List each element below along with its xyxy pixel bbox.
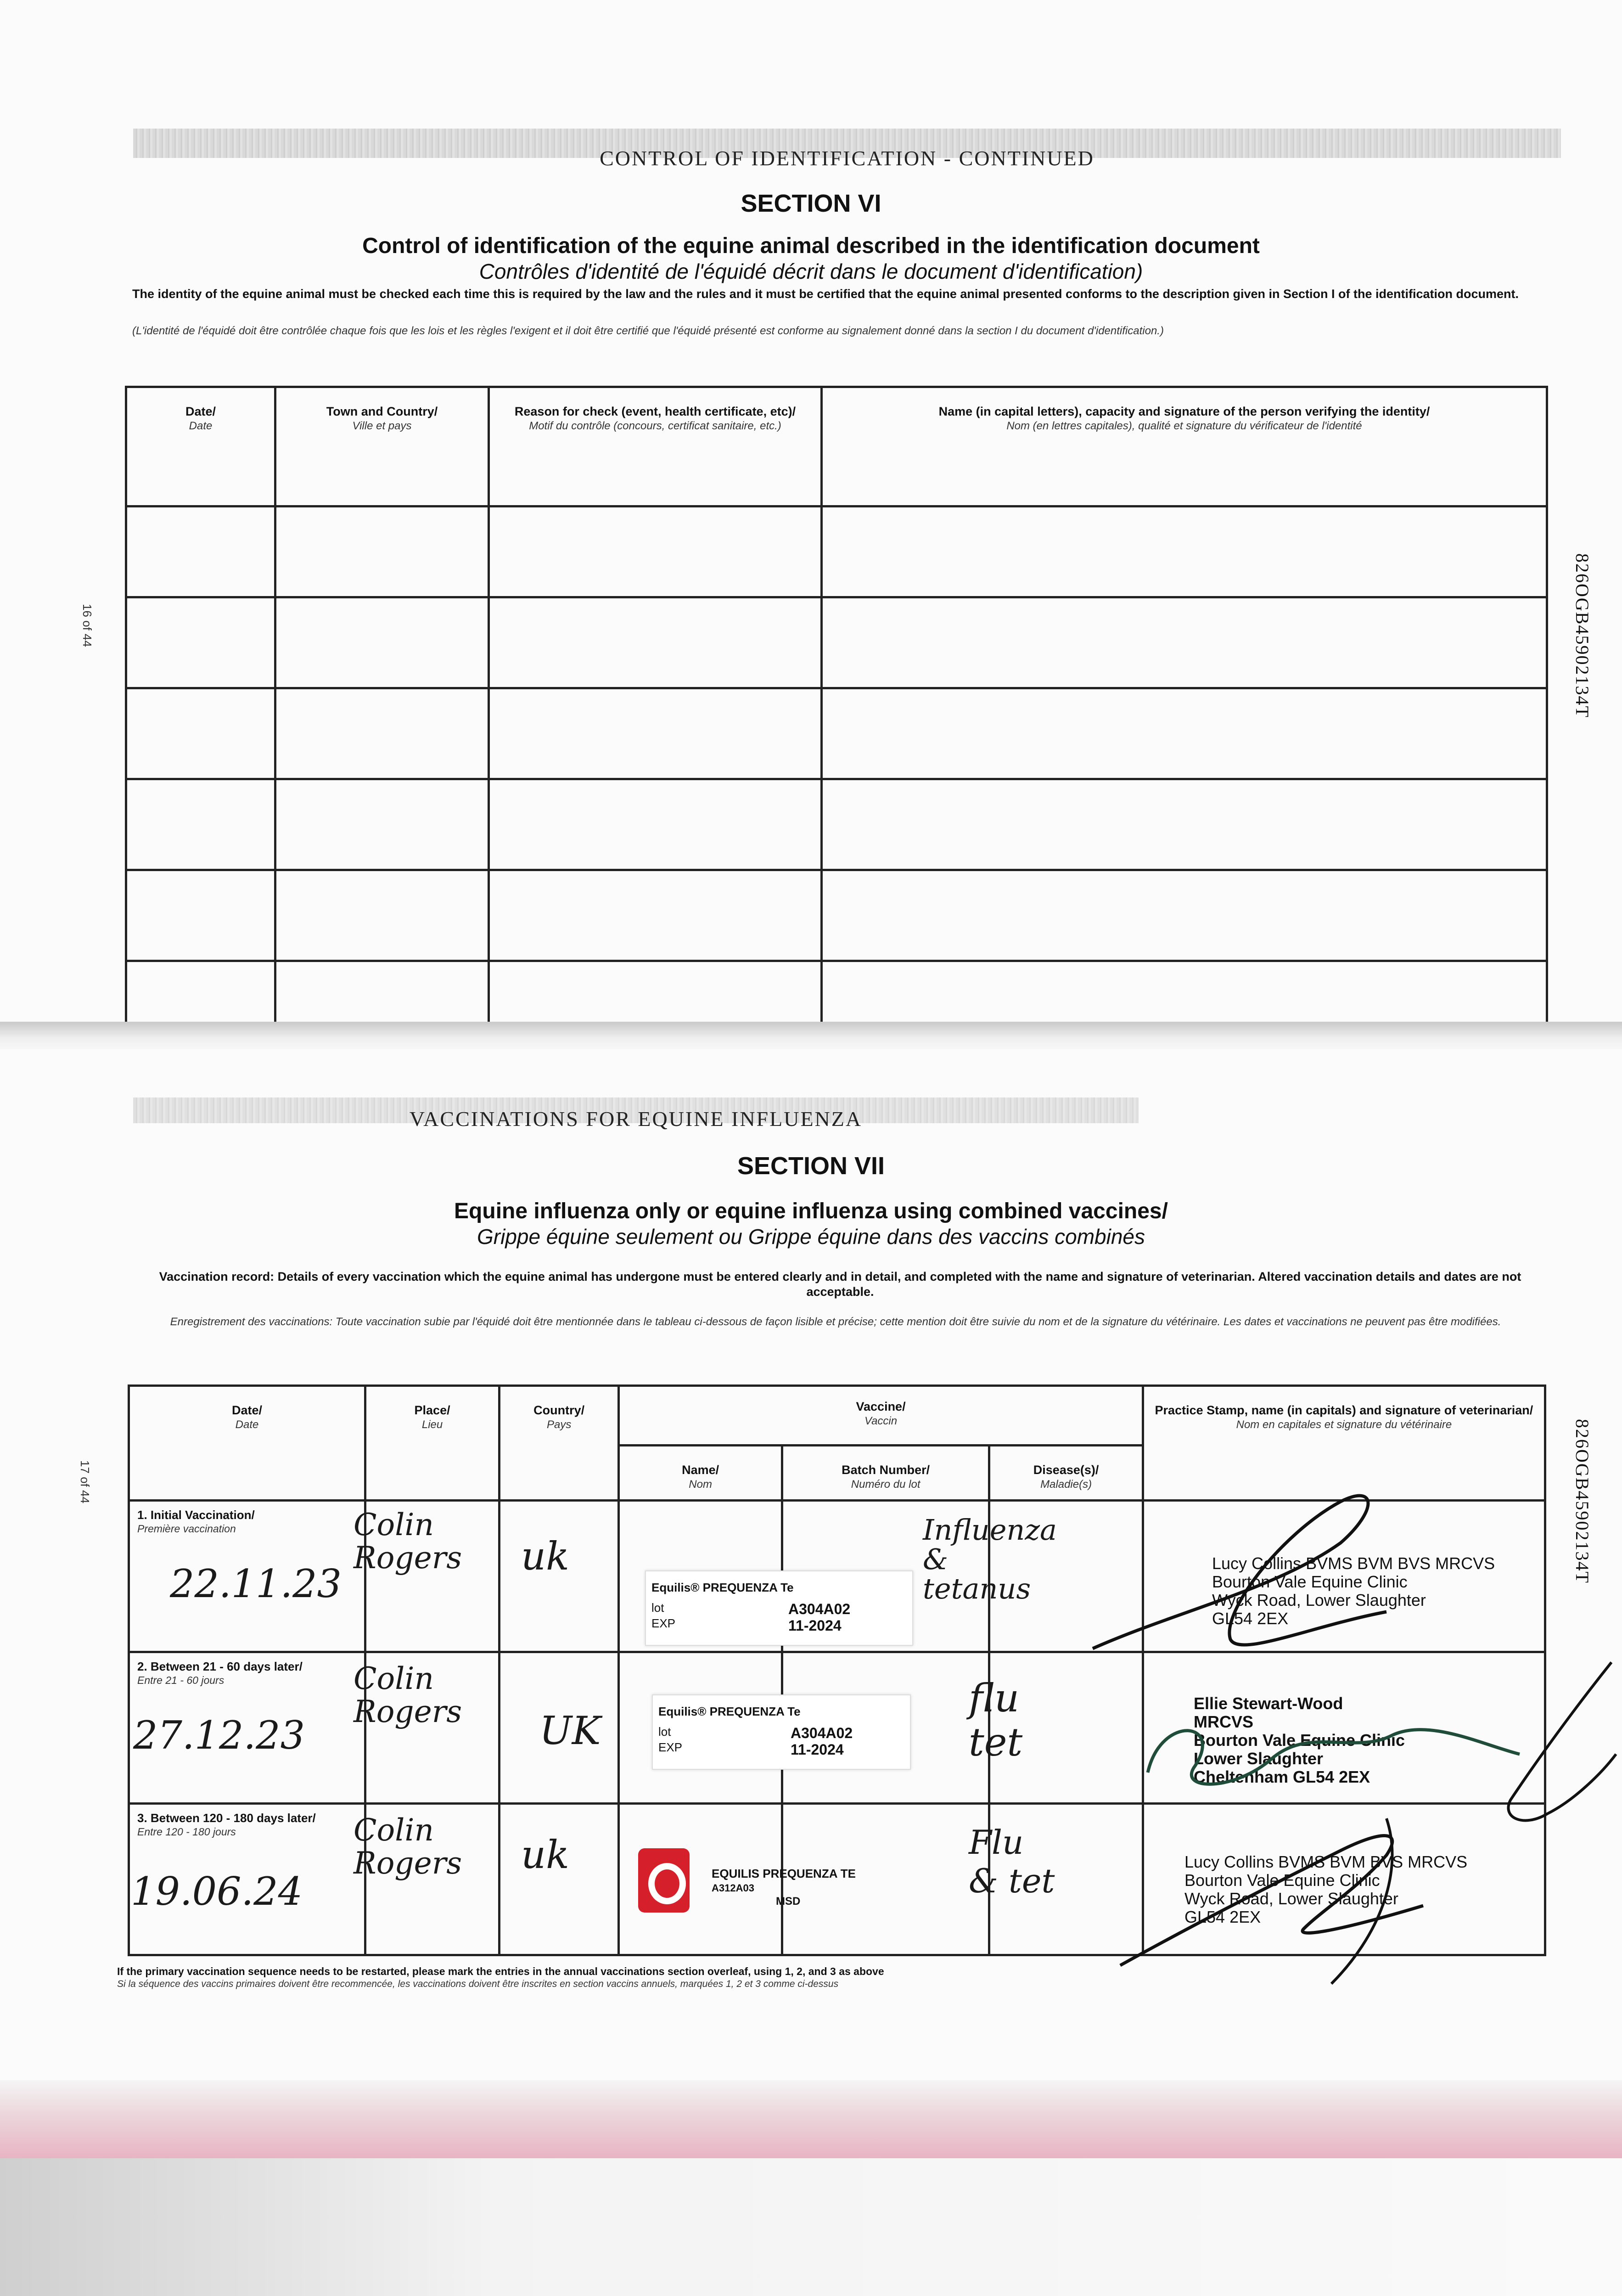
page-fold bbox=[0, 1022, 1622, 1049]
q-logo-icon bbox=[638, 1848, 690, 1913]
cell[interactable] bbox=[275, 688, 489, 779]
col-date-header: Date/ Date bbox=[129, 1386, 365, 1501]
exp-label: EXP bbox=[658, 1740, 683, 1754]
cell[interactable] bbox=[489, 688, 822, 779]
expiry-date: 11-2024 bbox=[791, 1741, 844, 1758]
identity-checks-table bbox=[125, 386, 1548, 1049]
cell[interactable] bbox=[275, 597, 489, 688]
col-place-header: Place/ Lieu bbox=[365, 1386, 500, 1501]
section6-heading-fr: Contrôles d'identité de l'équidé décrit dans le document d'identification) bbox=[479, 259, 1143, 283]
row-label: 3. Between 120 - 180 days later/ Entre 120 - 180 jours bbox=[129, 1804, 365, 1955]
row1-place: Colin Rogers bbox=[354, 1507, 462, 1576]
section7-page-number: 17 of 44 bbox=[78, 1460, 92, 1503]
row3-vet-stamp: Lucy Collins BVMS BVM BVS MRCVS Bourton Vale Equine Clinic Wyck Road, Lower Slaughter GL54 2EX bbox=[1184, 1852, 1468, 1926]
cell[interactable] bbox=[822, 870, 1547, 961]
cell[interactable] bbox=[275, 779, 489, 870]
pink-cover-edge bbox=[0, 2080, 1622, 2158]
col-town-header: Town and Country/ Ville et pays bbox=[275, 387, 489, 506]
msd-brand: MSD bbox=[776, 1895, 801, 1908]
section6-side-code: 826OGB45902134T bbox=[1572, 553, 1593, 718]
section7-intro-en: Vaccination record: Details of every vaccination which the equine animal has undergone must be entered clearly and in detail, and completed with the name and signature of veterinarian. Altered vaccination details and dates are not acceptable. bbox=[159, 1270, 1521, 1299]
col-vaccine-header: Vaccine/ Vaccin bbox=[619, 1386, 1143, 1446]
cell[interactable] bbox=[126, 506, 275, 597]
section7-title: SECTION VII bbox=[737, 1152, 885, 1180]
table-row bbox=[126, 506, 1547, 597]
row2-date: 27.12.23 bbox=[133, 1713, 305, 1758]
section7-heading-fr: Grippe équine seulement ou Grippe équine dans des vaccins combinés bbox=[477, 1225, 1145, 1249]
scan-shadow bbox=[0, 2158, 1622, 2296]
row1-disease: Influenza & tetanus bbox=[923, 1513, 1057, 1605]
cell[interactable] bbox=[500, 1804, 619, 1955]
row3-vaccine-sticker bbox=[638, 1844, 904, 1922]
cell[interactable] bbox=[822, 597, 1547, 688]
batch-number: A304A02 bbox=[791, 1725, 853, 1741]
row3-disease: Flu & tet bbox=[969, 1823, 1055, 1900]
section6-band-title: CONTROL OF IDENTIFICATION - CONTINUED bbox=[600, 146, 1094, 170]
row3-signature bbox=[1102, 1800, 1543, 1993]
col-country-header: Country/ Pays bbox=[500, 1386, 619, 1501]
cell[interactable] bbox=[489, 870, 822, 961]
batch-number: A312A03 bbox=[712, 1882, 754, 1894]
cell[interactable] bbox=[275, 506, 489, 597]
row2-country: UK bbox=[539, 1708, 601, 1753]
table-header-row bbox=[126, 387, 1547, 506]
row2-vet-stamp: Ellie Stewart-Wood MRCVS Bourton Vale Equine Clinic Lower Slaughter Cheltenham GL54 2EX bbox=[1194, 1694, 1405, 1786]
row-label: 1. Initial Vaccination/ Première vaccination bbox=[129, 1501, 365, 1652]
table-row bbox=[126, 688, 1547, 779]
table-header-row bbox=[129, 1386, 1545, 1446]
col-date-header: Date/ Date bbox=[126, 387, 275, 506]
cell[interactable] bbox=[126, 870, 275, 961]
section7-footnote-fr: Si la séquence des vaccins primaires doivent être recommencée, les vaccinations doivent être inscrites en section vaccins annuels, marquées 1, 2 et 3 comme ci-dessus bbox=[117, 1979, 839, 1989]
row3-country: uk bbox=[521, 1832, 569, 1877]
cell[interactable] bbox=[822, 779, 1547, 870]
exp-label: EXP bbox=[651, 1616, 676, 1630]
section6-intro-en: The identity of the equine animal must be checked each time this is required by the law and the rules and it must be certified that the equine animal presented conforms to the description given in Section I of the identification document. bbox=[132, 287, 1519, 301]
table-row bbox=[126, 870, 1547, 961]
table-row bbox=[126, 597, 1547, 688]
row3-place: Colin Rogers bbox=[354, 1812, 462, 1881]
row2-place: Colin Rogers bbox=[354, 1661, 462, 1729]
col-disease-header: Disease(s)/ Maladie(s) bbox=[989, 1446, 1143, 1501]
col-batch-header: Batch Number/ Numéro du lot bbox=[782, 1446, 989, 1501]
col-verifier-header: Name (in capital letters), capacity and signature of the person verifying the identity/ Nom (en lettres capitales), qualité et signature du vérificateur de l'identité bbox=[822, 387, 1547, 506]
section6-page-number: 16 of 44 bbox=[80, 604, 94, 647]
lot-label: lot bbox=[651, 1601, 664, 1615]
section6-intro-fr: (L'identité de l'équidé doit être contrôlée chaque fois que les lois et les règles l'exigent et il doit être certifié que l'équidé présenté est conforme au signalement donné dans la section I du document d'identification.) bbox=[132, 325, 1164, 337]
col-reason-header: Reason for check (event, health certificate, etc)/ Motif du contrôle (concours, certificat sanitaire, etc.) bbox=[489, 387, 822, 506]
batch-number: A304A02 bbox=[788, 1601, 851, 1617]
section7-footnote-en: If the primary vaccination sequence needs to be restarted, please mark the entries in the annual vaccinations section overleaf, using 1, 2, and 3 as above bbox=[117, 1965, 884, 1977]
section7-intro-fr: Enregistrement des vaccinations: Toute vaccination subie par l'équidé doit être mentionnée dans le tableau ci-dessous de façon lisible et précise; cette mention doit être suivie du nom et de la signature du vétérinaire. Les dates et vaccinations ne peuvent pas être modifiées. bbox=[170, 1316, 1501, 1328]
row1-vet-stamp: Lucy Collins BVMS BVM BVS MRCVS Bourton Vale Equine Clinic Wyck Road, Lower Slaughter GL54 2EX bbox=[1212, 1554, 1495, 1628]
vaccine-name: EQUILIS PREQUENZA TE bbox=[712, 1867, 856, 1880]
section6-heading-en: Control of identification of the equine animal described in the identification document bbox=[362, 234, 1260, 258]
cell[interactable] bbox=[489, 597, 822, 688]
cell[interactable] bbox=[822, 506, 1547, 597]
col-vaccine-name-header: Name/ Nom bbox=[619, 1446, 782, 1501]
row2-vaccine-sticker bbox=[652, 1694, 911, 1770]
row2-disease: flu tet bbox=[969, 1676, 1023, 1765]
row-label: 2. Between 21 - 60 days later/ Entre 21 - 60 jours bbox=[129, 1652, 365, 1804]
cell[interactable] bbox=[126, 688, 275, 779]
row1-date: 22.11.23 bbox=[170, 1561, 342, 1606]
vaccine-name: Equilis® PREQUENZA Te bbox=[651, 1581, 794, 1594]
table-row bbox=[126, 779, 1547, 870]
row1-vaccine-sticker bbox=[645, 1570, 913, 1646]
cell[interactable] bbox=[126, 779, 275, 870]
row1-signature bbox=[1083, 1474, 1405, 1667]
cell[interactable] bbox=[489, 779, 822, 870]
row3-date: 19.06.24 bbox=[131, 1869, 303, 1914]
section6-title: SECTION VI bbox=[741, 190, 881, 217]
section7-side-code: 826OGB45902134T bbox=[1572, 1419, 1593, 1584]
cell[interactable] bbox=[275, 870, 489, 961]
vaccine-name: Equilis® PREQUENZA Te bbox=[658, 1705, 801, 1718]
cell[interactable] bbox=[822, 688, 1547, 779]
row1-country: uk bbox=[521, 1534, 569, 1579]
section7-band-title: VACCINATIONS FOR EQUINE INFLUENZA bbox=[409, 1107, 863, 1131]
expiry-date: 11-2024 bbox=[788, 1617, 842, 1634]
section7-heading-en: Equine influenza only or equine influenza using combined vaccines/ bbox=[454, 1199, 1168, 1223]
cell[interactable] bbox=[489, 506, 822, 597]
cell[interactable] bbox=[126, 597, 275, 688]
col-stamp-header: Practice Stamp, name (in capitals) and signature of veterinarian/ Nom en capitales et signature du vétérinaire bbox=[1143, 1386, 1545, 1501]
lot-label: lot bbox=[658, 1725, 671, 1739]
